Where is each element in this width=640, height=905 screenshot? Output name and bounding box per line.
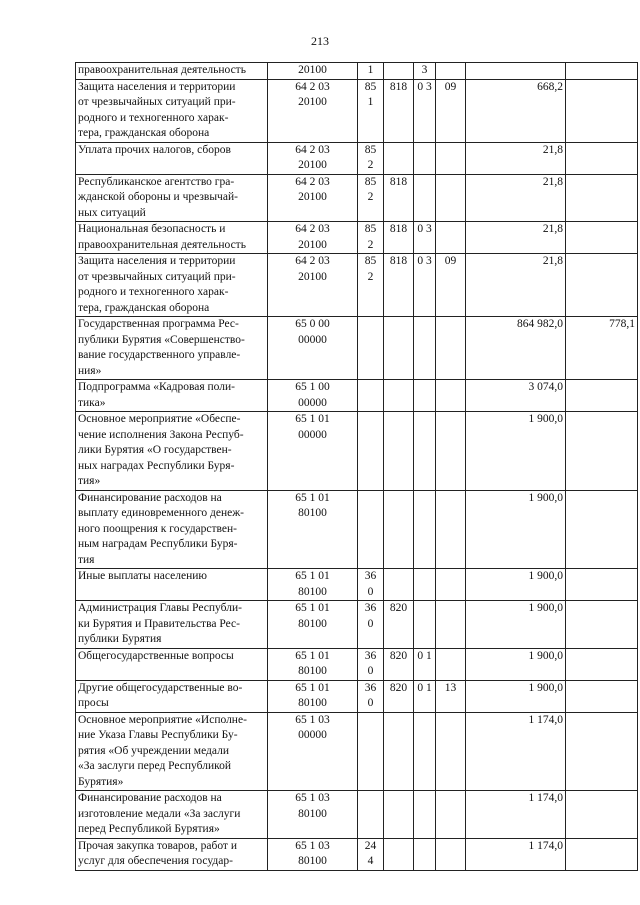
item-name-text: Прочая закупка товаров, работ и услуг для обеспечения государ- [78, 839, 237, 867]
subsection-code-cell [436, 601, 466, 649]
amount-extra-cell [566, 317, 638, 380]
expense-type-code-cell [358, 601, 384, 649]
table-row [76, 254, 638, 317]
target-article-code-text: 65 1 01 80100 [295, 491, 330, 519]
expense-type-code-text: 36 0 [364, 681, 377, 709]
item-name-text: Финансирование расходов на выплату единовременного денеж- ного поощрения к государствен- ным наградам Республики Буря- тия [78, 491, 244, 566]
administrator-code-text: 818 [389, 80, 408, 93]
expense-type-code-text: 85 2 [364, 223, 377, 251]
section-code-cell [414, 142, 436, 174]
administrator-code-text: 820 [389, 649, 408, 662]
subsection-code-cell [436, 712, 466, 791]
expense-type-code-cell [358, 222, 384, 254]
expense-type-code-cell [358, 79, 384, 142]
amount-extra-cell [566, 791, 638, 839]
section-code-cell [414, 791, 436, 839]
item-name-cell [76, 412, 268, 491]
expense-type-code-text: 24 4 [364, 839, 377, 867]
amount-text: 1 900,0 [528, 681, 563, 694]
amount-extra-cell [566, 63, 638, 80]
amount-extra-cell [566, 838, 638, 870]
table-row [76, 79, 638, 142]
expense-type-code-text: 85 2 [364, 175, 377, 203]
amount-cell [466, 680, 566, 712]
section-code-cell [414, 317, 436, 380]
page-number: 213 [311, 34, 329, 48]
expense-type-code-cell [358, 142, 384, 174]
section-code-cell [414, 380, 436, 412]
target-article-code-text: 64 2 03 20100 [295, 255, 330, 283]
amount-cell [466, 648, 566, 680]
table-row [76, 791, 638, 839]
section-code-cell [414, 712, 436, 791]
administrator-code-text: 818 [389, 223, 408, 235]
subsection-code-cell [436, 648, 466, 680]
section-code-cell [414, 79, 436, 142]
expense-type-code-text: 1 [367, 64, 374, 76]
section-code-text: 0 1 [417, 649, 432, 662]
expense-type-code-cell [358, 254, 384, 317]
section-code-cell [414, 838, 436, 870]
target-article-code-cell [268, 791, 358, 839]
amount-extra-cell [566, 254, 638, 317]
amount-cell [466, 79, 566, 142]
section-code-cell [414, 680, 436, 712]
target-article-code-text: 65 1 01 80100 [295, 602, 330, 630]
target-article-code-cell [268, 63, 358, 80]
amount-extra-cell [566, 79, 638, 142]
target-article-code-text: 64 2 03 20100 [295, 223, 330, 251]
budget-table [75, 62, 638, 871]
amount-cell [466, 317, 566, 380]
section-code-text: 0 1 [417, 681, 432, 694]
subsection-code-text: 13 [444, 681, 457, 694]
expense-type-code-cell [358, 712, 384, 791]
subsection-code-cell [436, 490, 466, 569]
administrator-code-cell [384, 791, 414, 839]
administrator-code-cell [384, 838, 414, 870]
amount-text: 21,8 [542, 175, 563, 188]
administrator-code-cell [384, 380, 414, 412]
item-name-text: Государственная программа Рес- публики Бурятия «Совершенство- вание государственного управле- ния» [78, 318, 245, 377]
administrator-code-cell [384, 712, 414, 791]
section-code-cell [414, 412, 436, 491]
section-code-text: 3 [421, 64, 428, 76]
target-article-code-text: 65 1 01 00000 [295, 413, 330, 441]
amount-cell [466, 412, 566, 491]
item-name-cell [76, 380, 268, 412]
target-article-code-text: 65 1 03 00000 [295, 713, 330, 741]
item-name-text: Основное мероприятие «Исполне- ние Указа Главы Республики Бу- рятия «Об учреждении медали «За заслуги перед Республикой Бурятия» [78, 713, 247, 788]
amount-text: 1 900,0 [528, 649, 563, 662]
section-code-cell [414, 63, 436, 80]
item-name-text: Подпрограмма «Кадровая поли- тика» [78, 381, 236, 409]
item-name-cell [76, 680, 268, 712]
target-article-code-cell [268, 412, 358, 491]
amount-text: 864 982,0 [517, 318, 563, 330]
expense-type-code-cell [358, 680, 384, 712]
table-row [76, 317, 638, 380]
amount-cell [466, 791, 566, 839]
target-article-code-cell [268, 380, 358, 412]
amount-text: 21,8 [542, 255, 563, 267]
item-name-cell [76, 712, 268, 791]
item-name-cell [76, 838, 268, 870]
amount-extra-cell [566, 569, 638, 601]
administrator-code-text: 818 [389, 175, 408, 188]
administrator-code-cell [384, 63, 414, 80]
item-name-text: Иные выплаты населению [78, 570, 207, 582]
amount-extra-text: 778,1 [609, 318, 635, 330]
item-name-text: Защита населения и территории от чрезвычайных ситуаций при- родного и техногенного харак- тера, гражданская оборона [78, 255, 236, 314]
target-article-code-text: 65 1 03 80100 [295, 792, 330, 820]
amount-text: 3 074,0 [528, 381, 563, 393]
expense-type-code-cell [358, 838, 384, 870]
item-name-cell [76, 79, 268, 142]
section-code-text: 0 3 [417, 223, 432, 235]
section-code-cell [414, 601, 436, 649]
expense-type-code-cell [358, 380, 384, 412]
target-article-code-cell [268, 838, 358, 870]
item-name-text: Уплата прочих налогов, сборов [78, 143, 231, 156]
target-article-code-text: 65 1 00 00000 [295, 381, 330, 409]
table-row [76, 380, 638, 412]
item-name-cell [76, 317, 268, 380]
amount-extra-cell [566, 712, 638, 791]
subsection-code-text: 09 [444, 80, 457, 93]
amount-extra-cell [566, 490, 638, 569]
amount-extra-cell [566, 222, 638, 254]
expense-type-code-cell [358, 412, 384, 491]
item-name-cell [76, 174, 268, 222]
item-name-text: Администрация Главы Республи- ки Бурятия и Правительства Рес- публики Бурятия [78, 602, 242, 645]
amount-cell [466, 142, 566, 174]
amount-cell [466, 838, 566, 870]
item-name-text: Финансирование расходов на изготовление медали «За заслуги перед Республикой Бурятия» [78, 792, 241, 835]
amount-text: 1 174,0 [528, 839, 563, 852]
administrator-code-cell [384, 680, 414, 712]
section-code-cell [414, 254, 436, 317]
subsection-code-cell [436, 791, 466, 839]
amount-cell [466, 254, 566, 317]
administrator-code-cell [384, 569, 414, 601]
subsection-code-text: 09 [444, 255, 457, 267]
administrator-code-text: 820 [389, 681, 408, 694]
expense-type-code-cell [358, 648, 384, 680]
item-name-text: Основное мероприятие «Обеспе- чение исполнения Закона Респуб- лики Бурятия «О государствен- ных наградах Республики Буря- тия» [78, 413, 244, 487]
target-article-code-cell [268, 680, 358, 712]
expense-type-code-cell [358, 490, 384, 569]
amount-extra-cell [566, 680, 638, 712]
amount-cell [466, 380, 566, 412]
amount-cell [466, 569, 566, 601]
administrator-code-cell [384, 254, 414, 317]
item-name-text: Другие общегосударственные во- просы [78, 681, 243, 709]
subsection-code-cell [436, 838, 466, 870]
item-name-cell [76, 222, 268, 254]
target-article-code-cell [268, 79, 358, 142]
target-article-code-text: 64 2 03 20100 [295, 175, 330, 203]
target-article-code-text: 65 1 01 80100 [295, 649, 330, 677]
target-article-code-text: 65 1 01 80100 [295, 681, 330, 709]
target-article-code-text: 65 0 00 00000 [295, 318, 330, 346]
subsection-code-cell [436, 142, 466, 174]
item-name-text: Национальная безопасность и правоохранительная деятельность [78, 223, 246, 251]
item-name-cell [76, 63, 268, 80]
target-article-code-text: 20100 [298, 64, 327, 76]
expense-type-code-cell [358, 791, 384, 839]
subsection-code-cell [436, 222, 466, 254]
administrator-code-cell [384, 222, 414, 254]
target-article-code-cell [268, 601, 358, 649]
target-article-code-cell [268, 174, 358, 222]
administrator-code-text: 818 [389, 255, 408, 267]
amount-text: 1 174,0 [528, 792, 563, 804]
administrator-code-cell [384, 412, 414, 491]
table-row [76, 222, 638, 254]
target-article-code-text: 64 2 03 20100 [295, 143, 330, 171]
subsection-code-cell [436, 79, 466, 142]
administrator-code-cell [384, 648, 414, 680]
table-row [76, 569, 638, 601]
item-name-cell [76, 254, 268, 317]
table-row [76, 712, 638, 791]
amount-extra-cell [566, 380, 638, 412]
subsection-code-cell [436, 569, 466, 601]
target-article-code-cell [268, 569, 358, 601]
item-name-cell [76, 490, 268, 569]
subsection-code-cell [436, 63, 466, 80]
item-name-text: правоохранительная деятельность [78, 64, 246, 76]
expense-type-code-cell [358, 317, 384, 380]
expense-type-code-text: 85 1 [364, 80, 377, 108]
subsection-code-cell [436, 380, 466, 412]
amount-cell [466, 63, 566, 80]
item-name-text: Республиканское агентство гра- жданской обороны и чрезвычай- ных ситуаций [78, 175, 238, 219]
table-row [76, 838, 638, 870]
table-row [76, 680, 638, 712]
subsection-code-cell [436, 317, 466, 380]
amount-cell [466, 174, 566, 222]
amount-extra-cell [566, 601, 638, 649]
target-article-code-text: 64 2 03 20100 [295, 80, 330, 108]
expense-type-code-cell [358, 174, 384, 222]
target-article-code-cell [268, 712, 358, 791]
target-article-code-cell [268, 490, 358, 569]
expense-type-code-cell [358, 63, 384, 80]
section-code-text: 0 3 [417, 255, 432, 267]
item-name-cell [76, 142, 268, 174]
table-row [76, 174, 638, 222]
subsection-code-cell [436, 412, 466, 491]
table-row [76, 63, 638, 80]
administrator-code-cell [384, 490, 414, 569]
table-row [76, 601, 638, 649]
section-code-cell [414, 490, 436, 569]
target-article-code-text: 65 1 01 80100 [295, 570, 330, 598]
item-name-text: Общегосударственные вопросы [78, 649, 234, 662]
amount-extra-cell [566, 412, 638, 491]
table-body [76, 63, 638, 871]
subsection-code-cell [436, 254, 466, 317]
amount-text: 1 900,0 [528, 602, 563, 614]
item-name-cell [76, 569, 268, 601]
amount-cell [466, 601, 566, 649]
amount-text: 21,8 [542, 223, 563, 235]
administrator-code-cell [384, 142, 414, 174]
expense-type-code-text: 36 0 [364, 570, 377, 598]
table-row [76, 490, 638, 569]
target-article-code-cell [268, 254, 358, 317]
section-code-cell [414, 222, 436, 254]
section-code-cell [414, 648, 436, 680]
administrator-code-cell [384, 317, 414, 380]
item-name-cell [76, 791, 268, 839]
amount-text: 21,8 [542, 143, 563, 156]
table-row [76, 142, 638, 174]
amount-cell [466, 712, 566, 791]
item-name-text: Защита населения и территории от чрезвычайных ситуаций при- родного и техногенного харак- тера, гражданская оборона [78, 80, 236, 139]
amount-extra-cell [566, 648, 638, 680]
table-row [76, 648, 638, 680]
amount-text: 1 900,0 [528, 491, 563, 504]
section-code-cell [414, 569, 436, 601]
subsection-code-cell [436, 174, 466, 222]
amount-extra-cell [566, 174, 638, 222]
target-article-code-cell [268, 142, 358, 174]
amount-cell [466, 490, 566, 569]
table-row [76, 412, 638, 491]
target-article-code-text: 65 1 03 80100 [295, 839, 330, 867]
expense-type-code-text: 36 0 [364, 649, 377, 677]
administrator-code-cell [384, 174, 414, 222]
expense-type-code-text: 85 2 [364, 255, 377, 283]
administrator-code-cell [384, 601, 414, 649]
expense-type-code-text: 85 2 [364, 143, 377, 171]
subsection-code-cell [436, 680, 466, 712]
target-article-code-cell [268, 317, 358, 380]
administrator-code-text: 820 [389, 602, 408, 614]
target-article-code-cell [268, 222, 358, 254]
administrator-code-cell [384, 79, 414, 142]
section-code-cell [414, 174, 436, 222]
amount-text: 1 900,0 [528, 413, 563, 425]
amount-text: 1 900,0 [528, 570, 563, 582]
item-name-cell [76, 648, 268, 680]
amount-text: 1 174,0 [528, 713, 563, 726]
amount-cell [466, 222, 566, 254]
section-code-text: 0 3 [417, 80, 432, 93]
expense-type-code-cell [358, 569, 384, 601]
item-name-cell [76, 601, 268, 649]
amount-text: 668,2 [537, 80, 563, 93]
amount-extra-cell [566, 142, 638, 174]
target-article-code-cell [268, 648, 358, 680]
expense-type-code-text: 36 0 [364, 602, 377, 630]
